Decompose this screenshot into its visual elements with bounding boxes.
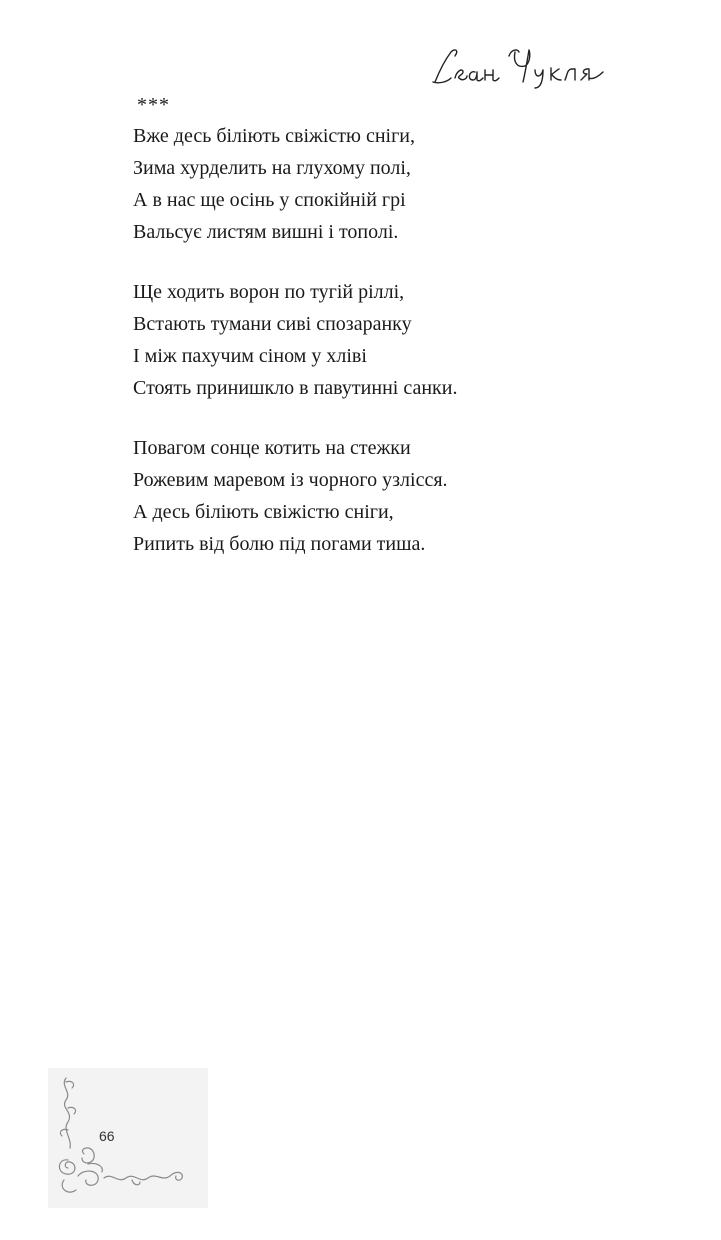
poem-line: Ще ходить ворон по тугій ріллі, [133, 281, 405, 303]
poem-line: Стоять принишкло в павутинні санки. [133, 377, 458, 399]
poem-marker: *** [137, 94, 170, 116]
poem-line: Встають тумани сиві спозаранку [133, 313, 412, 335]
poem-line: А в нас ще осінь у спокійній грі [133, 189, 406, 211]
poem-line: Зима хурделить на глухому полі, [133, 157, 411, 179]
page-corner-ornament [48, 1068, 208, 1208]
poem-line: І між пахучим сіном у хліві [133, 345, 367, 367]
stanza-3 [133, 432, 653, 560]
poem-line: Вальсує листям вишні і тополі. [133, 221, 399, 243]
page-number: 66 [99, 1128, 115, 1144]
poem-line: Вже десь біліють свіжістю сніги, [133, 125, 415, 147]
floral-corner-ornament-icon [48, 1068, 208, 1208]
stanza-2 [133, 276, 653, 404]
handwritten-signature-icon [429, 42, 609, 92]
poem-line: Повагом сонце котить на стежки [133, 437, 411, 459]
author-signature [429, 42, 609, 92]
poem-line: Рипить від болю під погами тиша. [133, 533, 426, 555]
poem-line: Рожевим маревом із чорного узлісся. [133, 469, 448, 491]
poem-line: А десь біліють свіжістю сніги, [133, 501, 394, 523]
stanza-1 [133, 120, 653, 248]
poem [133, 94, 653, 588]
